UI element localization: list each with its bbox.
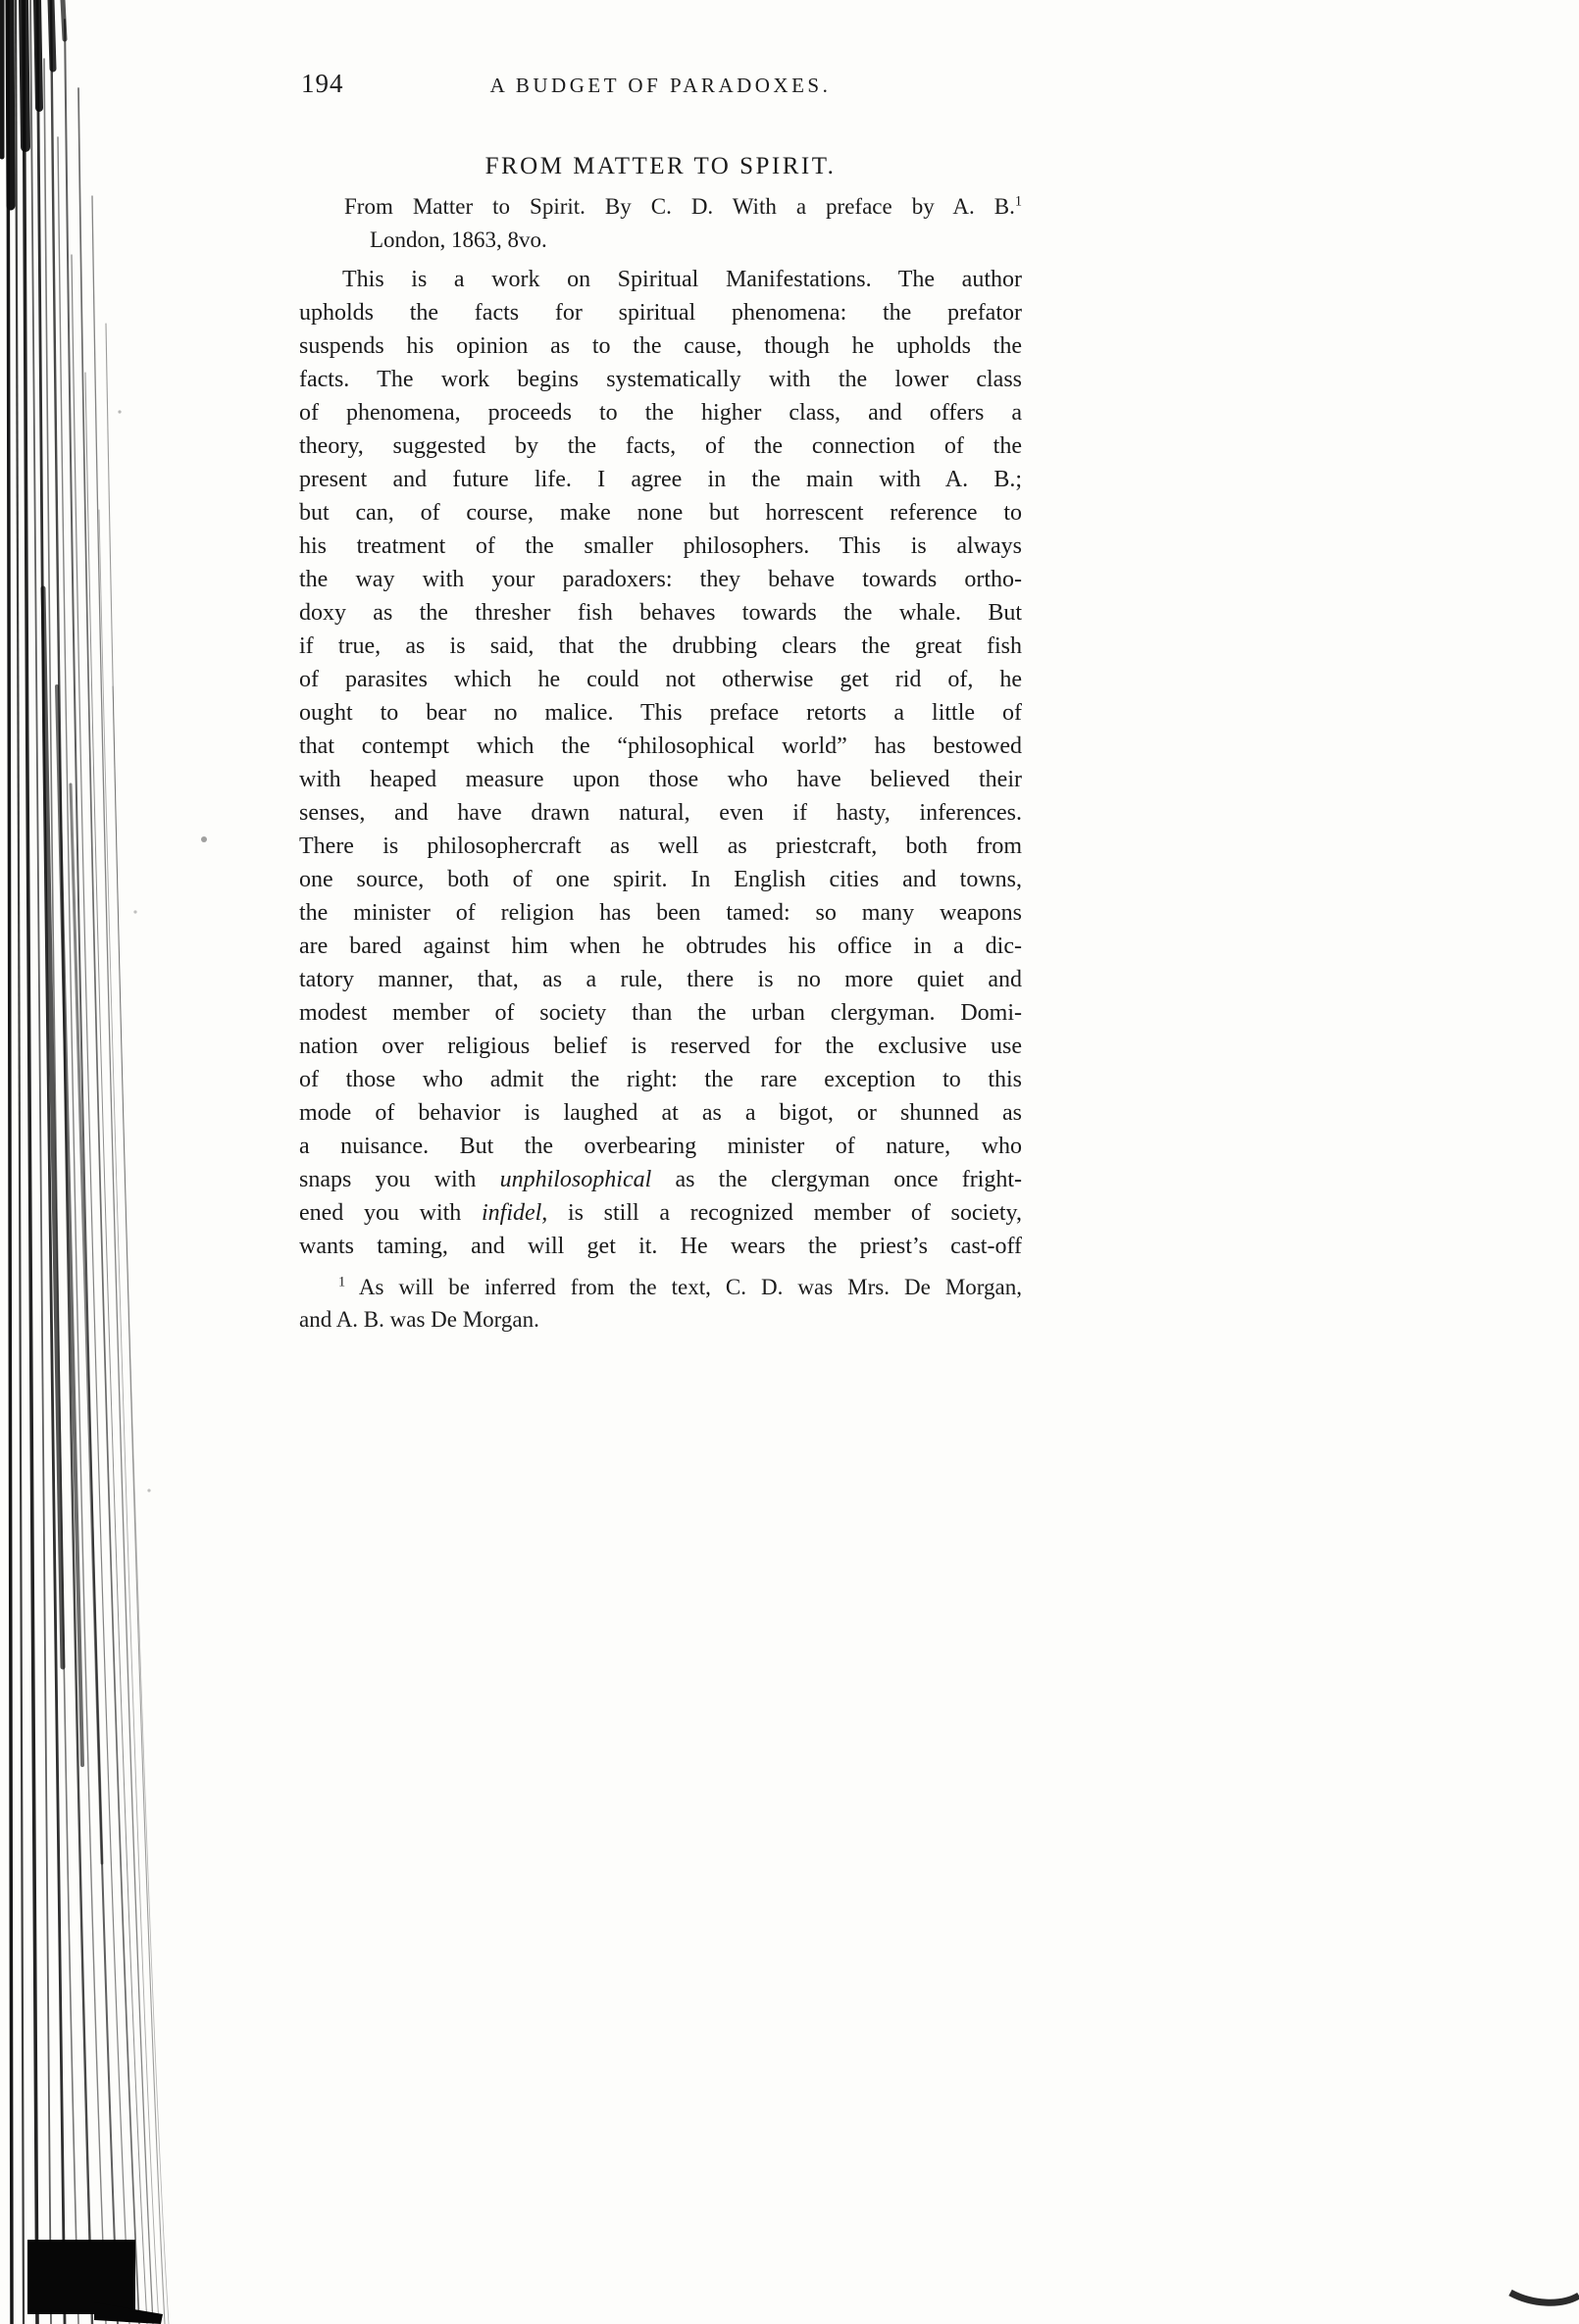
text-line: are bared against him when he obtrudes his office in a dic- — [299, 934, 1022, 959]
page-header — [299, 69, 1022, 104]
text-line: mode of behavior is laughed at as a bigot, or shunned as — [299, 1100, 1022, 1126]
text-line: There is philosophercraft as well as priestcraft, both from — [299, 834, 1022, 859]
text-line: with heaped measure upon those who have believed their — [299, 767, 1022, 792]
text-line: doxy as the thresher fish behaves towards the whale. But — [299, 600, 1022, 626]
text-line: From Matter to Spirit. By C. D. With a preface by A. B.$^1$ — [344, 194, 1022, 219]
text-line: senses, and have drawn natural, even if hasty, inferences. — [299, 800, 1022, 826]
text-line: facts. The work begins systematically with the lower class — [299, 367, 1022, 392]
text-line: ened you with infidel, is still a recognized member of society, — [299, 1200, 1022, 1226]
text-line: theory, suggested by the facts, of the connection of the — [299, 433, 1022, 459]
text-line: tatory manner, that, as a rule, there is no more quiet and — [299, 967, 1022, 992]
text-line: of parasites which he could not otherwise get rid of, he — [299, 667, 1022, 692]
text-line: This is a work on Spiritual Manifestations. The author — [342, 267, 1022, 292]
citation-block — [344, 194, 1022, 261]
text-line: one source, both of one spirit. In English cities and towns, — [299, 867, 1022, 892]
footnote — [299, 1275, 1022, 1339]
text-line: that contempt which the “philosophical world” has bestowed — [299, 733, 1022, 759]
text-line: suspends his opinion as to the cause, though he upholds the — [299, 333, 1022, 359]
text-line: snaps you with unphilosophical as the clergyman once fright- — [299, 1167, 1022, 1192]
running-header: A BUDGET OF PARADOXES. — [489, 74, 832, 97]
text-line: the way with your paradoxers: they behave towards ortho- — [299, 567, 1022, 592]
text-line: and A. B. was De Morgan. — [299, 1307, 539, 1332]
section-title: FROM MATTER TO SPIRIT. — [484, 153, 837, 179]
text-line: a nuisance. But the overbearing minister of nature, who — [299, 1134, 1022, 1159]
page-number: 194 — [301, 69, 344, 98]
text-line: ought to bear no malice. This preface retorts a little of — [299, 700, 1022, 726]
text-line: of those who admit the right: the rare exception to this — [299, 1067, 1022, 1092]
text-line: if true, as is said, that the drubbing clears the great fish — [299, 633, 1022, 659]
text-line: London, 1863, 8vo. — [370, 227, 547, 252]
body-text — [299, 267, 1022, 1267]
text-line: but can, of course, make none but horrescent reference to — [299, 500, 1022, 526]
text-line: wants taming, and will get it. He wears the priest’s cast-off — [299, 1234, 1022, 1259]
text-line: his treatment of the smaller philosophers. This is always — [299, 533, 1022, 559]
page-content — [299, 0, 1022, 2324]
text-line: nation over religious belief is reserved for the exclusive use — [299, 1034, 1022, 1059]
text-line: present and future life. I agree in the main with A. B.; — [299, 467, 1022, 492]
text-line: $^1$ As will be inferred from the text, C. D. was Mrs. De Morgan, — [338, 1275, 1022, 1299]
text-line: modest member of society than the urban clergyman. Domi- — [299, 1000, 1022, 1026]
text-line: the minister of religion has been tamed: so many weapons — [299, 900, 1022, 926]
text-line: of phenomena, proceeds to the higher class, and offers a — [299, 400, 1022, 426]
text-line: upholds the facts for spiritual phenomena: the prefator — [299, 300, 1022, 326]
